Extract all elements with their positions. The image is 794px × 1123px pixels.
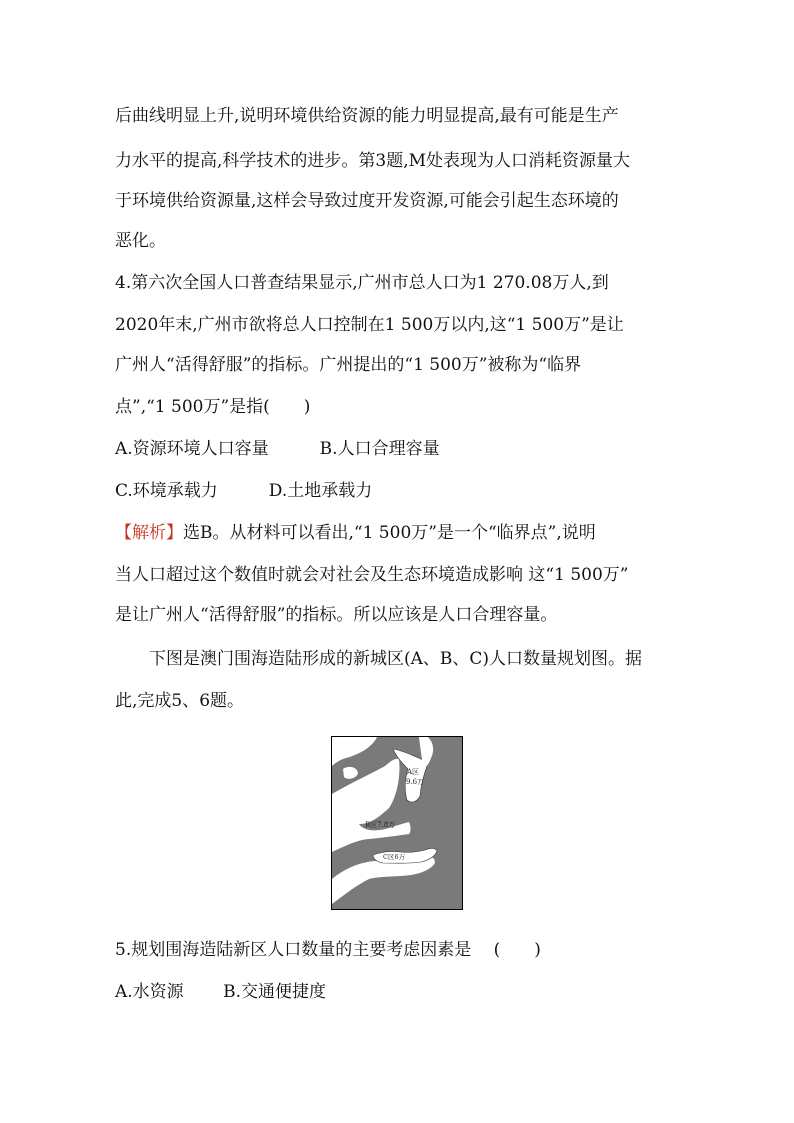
question-5-options: A.水资源 B.交通便捷度 (115, 982, 326, 1002)
analysis-tag: 【解析】 (115, 523, 183, 543)
question-4-options: C.环境承载力 D.土地承载力 (115, 481, 373, 501)
analysis-line: 当人口超过这个数值时就会对社会及生态环境造成影响 这“1 500万” (115, 565, 629, 585)
intro-line: 下图是澳门围海造陆形成的新城区(A、B、C)人口数量规划图。据 (115, 649, 643, 669)
analysis-line: 是让广州人“活得舒服”的指标。所以应该是人口合理容量。 (115, 605, 558, 625)
intro-line: 此,完成5、6题。 (115, 691, 245, 711)
zone-a-population: 9.6万 (406, 778, 425, 786)
map-figure (331, 736, 463, 910)
explanation-line: 力水平的提高,科学技术的进步。第3题,M处表现为人口消耗资源量大 (115, 151, 631, 171)
zone-c-label: C区6万 (383, 853, 406, 861)
question-4-stem: 广州人“活得舒服”的指标。广州提出的“1 500万”被称为“临界 (115, 355, 582, 375)
question-4-stem: 2020年末,广州市欲将总人口控制在1 500万以内,这“1 500万”是让 (115, 315, 624, 335)
explanation-line: 恶化。 (115, 231, 166, 251)
question-4-stem: 点”,“1 500万”是指( ) (115, 397, 311, 417)
analysis-text: 选B。从材料可以看出,“1 500万”是一个“临界点”,说明 (183, 523, 596, 543)
explanation-line: 于环境供给资源量,这样会导致过度开发资源,可能会引起生态环境的 (115, 191, 619, 211)
question-4-stem: 4.第六次全国人口普查结果显示,广州市总人口为1 270.08万人,到 (115, 273, 609, 293)
question-4-options: A.资源环境人口容量 B.人口合理容量 (115, 439, 440, 459)
explanation-line: 后曲线明显上升,说明环境供给资源的能力明显提高,最有可能是生产 (115, 106, 619, 126)
analysis-line (115, 521, 596, 545)
question-5-stem: 5.规划围海造陆新区人口数量的主要考虑因素是 ( ) (115, 940, 541, 960)
macau-new-district-map (331, 736, 463, 910)
zone-b-label: B区7.8万 (365, 821, 396, 829)
zone-a-label: A区 (407, 768, 420, 776)
